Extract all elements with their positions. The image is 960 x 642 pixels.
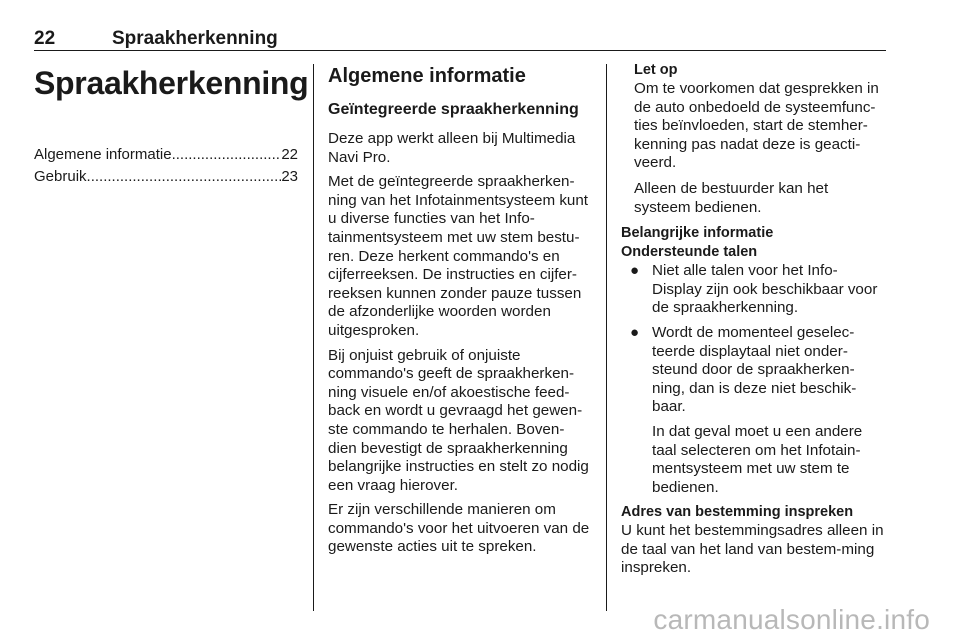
column-general-info: [328, 64, 590, 563]
toc-entry[interactable]: [34, 166, 298, 188]
paragraph: Bij onjuist gebruik of onjuiste commando's geeft de spraakherken-ning visuele en/of akoestische feed-back en wordt u gevraagd het gewen-ste commando te herhalen. Boven-dien bevestigt de spraakherkenning belangrijke instructies en stelt zo nodig een vraag hierover.: [328, 346, 589, 494]
section-subtitle: Geïntegreerde spraakherkenning: [328, 101, 579, 118]
toc-leader: [87, 166, 282, 188]
header-title: Spraakherkenning: [112, 28, 278, 49]
note-heading: Let op: [634, 62, 678, 78]
toc-leader: [172, 144, 282, 166]
address-heading: Adres van bestemming inspreken: [621, 504, 854, 521]
bullet-text: In dat geval moet u een andere taal selecteren om het Infotain-mentsysteem met uw stem te bedienen.: [652, 422, 863, 496]
note-paragraph: Om te voorkomen dat gesprekken in de auto onbedoeld de systeemfunc-ties beïnvloeden, start de stemher-kenning pas nadat deze is geacti-veerd.: [634, 80, 879, 172]
toc-label: Algemene informatie: [34, 146, 172, 163]
toc-page: 23: [281, 168, 298, 185]
page-header: [34, 26, 886, 51]
address-text: U kunt het bestemmingsadres alleen in de taal van het land van bestem-ming inspreken.: [621, 522, 884, 577]
bullet-icon: ●: [630, 323, 640, 341]
column-divider: [606, 64, 607, 611]
list-item: [621, 324, 887, 497]
paragraph: Deze app werkt alleen bij Multimedia Navi Pro.: [328, 130, 576, 166]
bullet-text: Wordt de momenteel geselec-teerde displaytaal niet onder-steund door de spraakherken-ning, dan is deze niet beschik-baar.: [652, 323, 857, 416]
list-item: [621, 262, 887, 318]
watermark: carmanualsonline.info: [653, 604, 930, 635]
important-title: Belangrijke informatie: [621, 225, 774, 242]
toc-entry[interactable]: [34, 144, 298, 166]
column-toc: [34, 64, 309, 188]
paragraph: Met de geïntegreerde spraakherken-ning van het Infotainmentsysteem kunt u diverse functies van het Info-tainmentsysteem met uw stem bestu-ren. Deze herkent commando's en cijferreeksen. De instructies en cijfer-reeksen kunnen zonder pauze tussen de afzonderlijke woorden worden uitgesproken.: [328, 173, 589, 339]
page-number: 22: [34, 28, 56, 49]
column-divider: [313, 64, 314, 611]
note-box: [621, 61, 887, 217]
section-title: Algemene informatie: [328, 65, 526, 87]
note-paragraph: Alleen de bestuurder kan het systeem bedienen.: [634, 179, 829, 216]
column-important: [621, 64, 887, 584]
bullet-list: [621, 262, 887, 497]
toc-page: 22: [281, 146, 298, 163]
bullet-text: Niet alle talen voor het Info-Display zijn ook beschikbaar voor de spraakherkenning.: [652, 262, 878, 317]
chapter-title: Spraakherkenning: [34, 65, 309, 101]
bullet-icon: ●: [630, 262, 640, 280]
paragraph: Er zijn verschillende manieren om commando's voor het uitvoeren van de gewenste acties uit te spreken.: [328, 501, 590, 556]
languages-heading: Ondersteunde talen: [621, 244, 758, 261]
toc-label: Gebruik: [34, 168, 87, 185]
